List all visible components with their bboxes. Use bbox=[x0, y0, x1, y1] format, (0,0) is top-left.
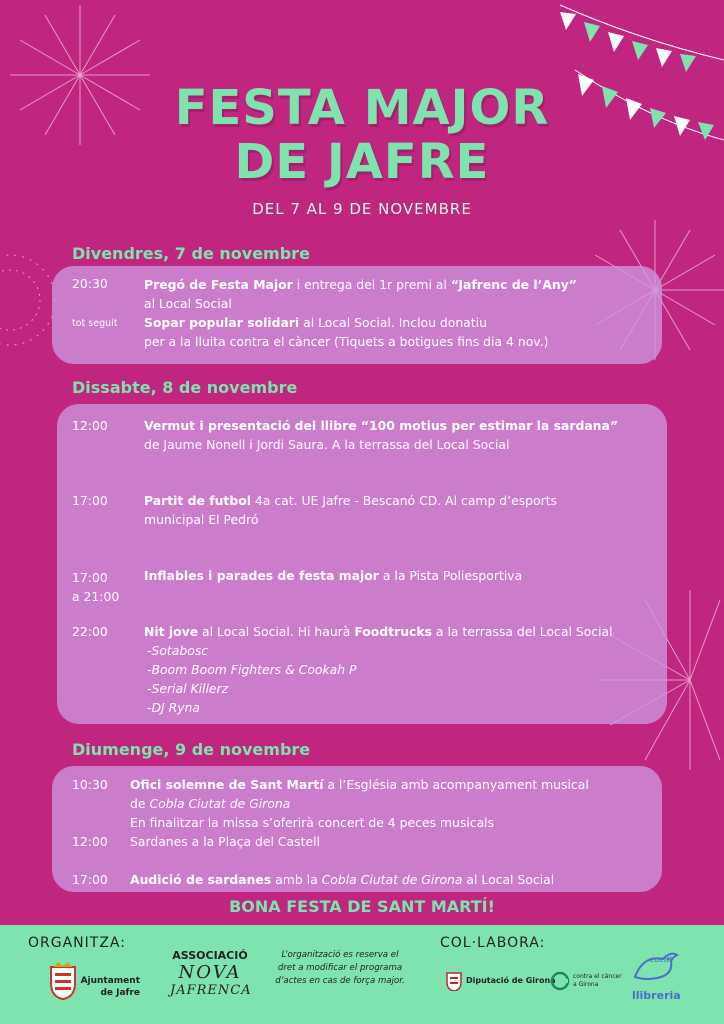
footer bbox=[0, 925, 724, 1024]
colabora-label: COL·LABORA: bbox=[440, 935, 546, 951]
event-description: Pregó de Festa Major i entrega del 1r premi al “Jafrenc de l’Any” al Local Social bbox=[144, 277, 577, 311]
cucut-text: cucut bbox=[650, 955, 673, 964]
day-heading-sunday: Diumenge, 9 de novembre bbox=[72, 740, 311, 759]
event-time: 12:00 bbox=[72, 418, 108, 433]
page-title-line1: FESTA MAJOR bbox=[174, 80, 550, 136]
ajuntament-jafre-logo bbox=[48, 961, 78, 1001]
event-time: 17:00 bbox=[72, 493, 108, 508]
act-name: -Sotabosc bbox=[147, 643, 209, 658]
event-time: 20:30 bbox=[72, 276, 108, 291]
closing-message: BONA FESTA DE SANT MARTÍ! bbox=[229, 897, 495, 916]
event-description: Nit jove al Local Social. Hi haurà Foodtrucks a la terrassa del Local Social -Sotabosc -Boom Boom Fighters & Cookah P -Serial Killerz -DJ Ryna bbox=[144, 624, 613, 715]
event-description: Vermut i presentació del llibre “100 motius per estimar la sardana” de Jaume Nonell i Jordi Saura. A la terrassa del Local Social bbox=[144, 418, 619, 452]
ajuntament-jafre-text: Ajuntament de Jafre bbox=[80, 976, 140, 998]
act-name: -DJ Ryna bbox=[147, 700, 200, 715]
event-time: 17:00 a 21:00 bbox=[72, 570, 120, 604]
associacio-nova-jafrenca-logo: ASSOCIACIÓ NOVA JAFRENCA bbox=[170, 949, 252, 998]
event-description: Sardanes a la Plaça del Castell bbox=[130, 834, 320, 849]
event-description: Inflables i parades de festa major a la Pista Poliesportiva bbox=[144, 568, 523, 583]
organitza-label: ORGANITZA: bbox=[28, 935, 126, 951]
llibreria-text: llibreria bbox=[632, 989, 681, 1002]
event-description: Audició de sardanes amb la Cobla Ciutat de Girona al Local Social bbox=[130, 872, 555, 887]
act-name: -Serial Killerz bbox=[147, 681, 229, 696]
event-description: Sopar popular solidari al Local Social. Inclou donatiu per a la lluita contra el càncer (Tiquets a botigues fins dia 4 nov.) bbox=[144, 315, 549, 349]
event-time: 17:00 bbox=[72, 872, 108, 887]
event-dates: DEL 7 AL 9 DE NOVEMBRE bbox=[252, 200, 472, 218]
event-time: 22:00 bbox=[72, 624, 108, 639]
day-heading-saturday: Dissabte, 8 de novembre bbox=[72, 378, 298, 397]
diputacio-girona-logo bbox=[446, 969, 462, 991]
act-name: -Boom Boom Fighters & Cookah P bbox=[147, 662, 357, 677]
event-description: Ofici solemne de Sant Martí a l’Església amb acompanyament musical de Cobla Ciutat de Girona En finalitzar la missa s’oferirà concert de 4 peces musicals bbox=[130, 777, 589, 830]
event-description: Partit de futbol 4a cat. UE Jafre - Bescanó CD. Al camp d’esports municipal El Pedró bbox=[144, 493, 558, 527]
event-time: 12:00 bbox=[72, 834, 108, 849]
day-heading-friday: Divendres, 7 de novembre bbox=[72, 244, 310, 263]
event-time: tot seguit bbox=[72, 318, 118, 329]
cancer-girona-logo bbox=[550, 971, 570, 991]
event-time: 10:30 bbox=[72, 777, 108, 792]
page-title-line2: DE JAFRE bbox=[234, 134, 490, 190]
disclaimer-text: L’organització es reserva el dret a modificar el programa d’actes en cas de força major. bbox=[275, 950, 405, 986]
diputacio-girona-text: Diputació de Girona bbox=[466, 976, 556, 985]
cancer-girona-text: contra el càncer a Girona bbox=[573, 973, 622, 988]
